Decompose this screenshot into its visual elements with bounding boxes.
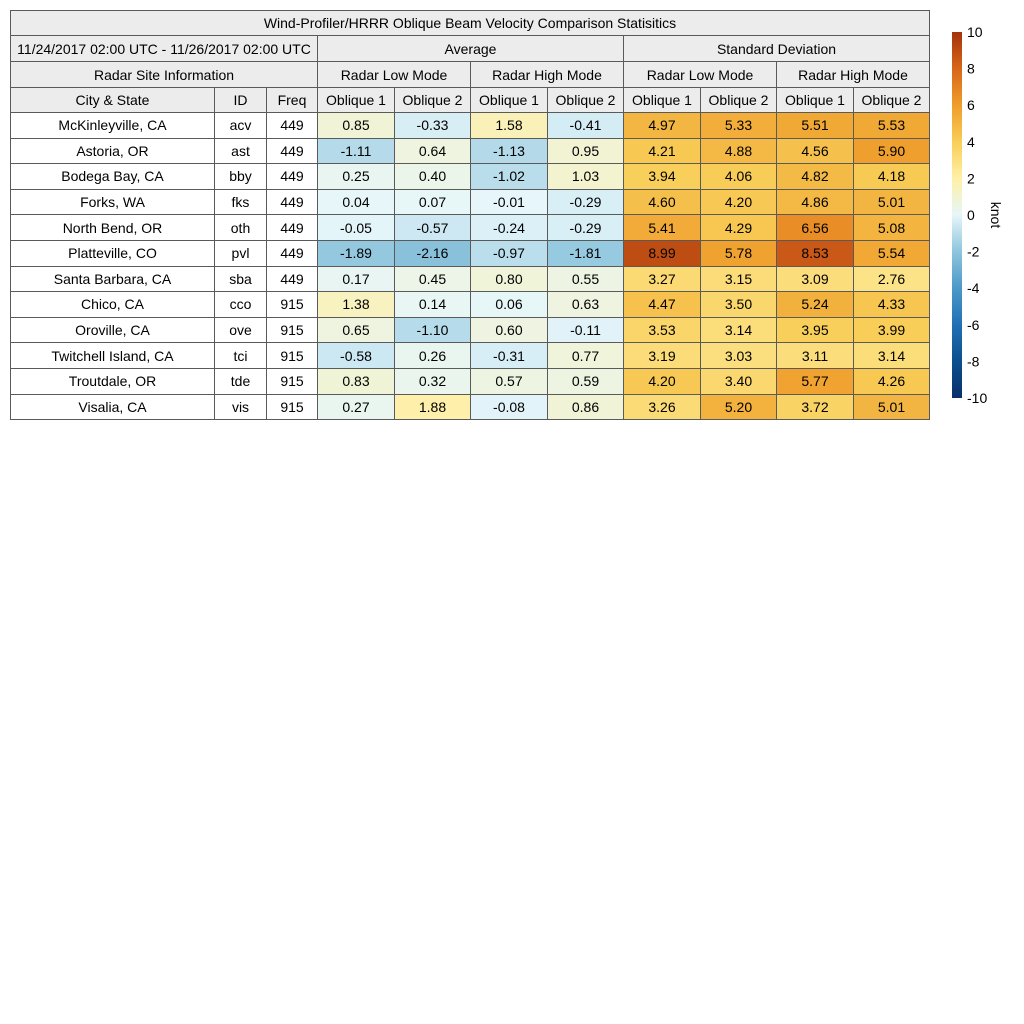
column-header: Oblique 2 xyxy=(701,88,777,113)
value-cell: 5.53 xyxy=(854,113,930,139)
value-cell: -1.11 xyxy=(318,138,395,164)
site-frequency: 449 xyxy=(267,189,318,215)
value-cell: 4.86 xyxy=(777,189,854,215)
value-cell: 4.82 xyxy=(777,164,854,190)
table-title: Wind-Profiler/HRRR Oblique Beam Velocity Comparison Statisitics xyxy=(11,11,930,36)
site-id: pvl xyxy=(215,240,267,266)
table-row xyxy=(11,394,930,420)
table-row xyxy=(11,138,930,164)
site-frequency: 915 xyxy=(267,368,318,394)
site-info-header: Radar Site Information xyxy=(11,62,318,88)
value-cell: 0.07 xyxy=(395,189,471,215)
value-cell: 3.95 xyxy=(777,317,854,343)
value-cell: -1.13 xyxy=(471,138,548,164)
group-header-standard-deviation: Standard Deviation xyxy=(624,36,930,62)
table-row xyxy=(11,266,930,292)
table-row xyxy=(11,317,930,343)
value-cell: 0.55 xyxy=(548,266,624,292)
value-cell: 0.63 xyxy=(548,292,624,318)
value-cell: 4.56 xyxy=(777,138,854,164)
site-id: tde xyxy=(215,368,267,394)
table-row xyxy=(11,292,930,318)
value-cell: 5.08 xyxy=(854,215,930,241)
column-header: Oblique 1 xyxy=(777,88,854,113)
colorbar-tick-label: -2 xyxy=(967,243,980,260)
value-cell: 3.19 xyxy=(624,343,701,369)
value-cell: -1.10 xyxy=(395,317,471,343)
value-cell: -0.97 xyxy=(471,240,548,266)
table-row xyxy=(11,343,930,369)
value-cell: 4.20 xyxy=(624,368,701,394)
value-cell: 0.17 xyxy=(318,266,395,292)
value-cell: 0.40 xyxy=(395,164,471,190)
site-id: cco xyxy=(215,292,267,318)
value-cell: 0.95 xyxy=(548,138,624,164)
value-cell: 4.47 xyxy=(624,292,701,318)
value-cell: -0.33 xyxy=(395,113,471,139)
table-row xyxy=(11,215,930,241)
value-cell: 3.03 xyxy=(701,343,777,369)
value-cell: 0.64 xyxy=(395,138,471,164)
value-cell: 0.45 xyxy=(395,266,471,292)
site-id: tci xyxy=(215,343,267,369)
site-id: acv xyxy=(215,113,267,139)
value-cell: 0.80 xyxy=(471,266,548,292)
site-id: vis xyxy=(215,394,267,420)
value-cell: 0.04 xyxy=(318,189,395,215)
value-cell: 0.26 xyxy=(395,343,471,369)
site-id: ast xyxy=(215,138,267,164)
site-city: Twitchell Island, CA xyxy=(11,343,215,369)
site-city: Chico, CA xyxy=(11,292,215,318)
value-cell: 4.88 xyxy=(701,138,777,164)
value-cell: 3.94 xyxy=(624,164,701,190)
group-header-average: Average xyxy=(318,36,624,62)
value-cell: -1.89 xyxy=(318,240,395,266)
site-frequency: 915 xyxy=(267,394,318,420)
site-city: North Bend, OR xyxy=(11,215,215,241)
value-cell: -0.29 xyxy=(548,215,624,241)
value-cell: 0.14 xyxy=(395,292,471,318)
site-id: bby xyxy=(215,164,267,190)
value-cell: 0.86 xyxy=(548,394,624,420)
table-row xyxy=(11,113,930,139)
value-cell: 0.59 xyxy=(548,368,624,394)
site-frequency: 449 xyxy=(267,215,318,241)
column-header: Freq xyxy=(267,88,318,113)
site-city: Santa Barbara, CA xyxy=(11,266,215,292)
site-city: Astoria, OR xyxy=(11,138,215,164)
colorbar-tick-label: -8 xyxy=(967,353,980,370)
site-city: Visalia, CA xyxy=(11,394,215,420)
value-cell: -0.41 xyxy=(548,113,624,139)
column-header: City & State xyxy=(11,88,215,113)
value-cell: 5.41 xyxy=(624,215,701,241)
site-frequency: 915 xyxy=(267,343,318,369)
column-header: Oblique 1 xyxy=(471,88,548,113)
mode-header: Radar Low Mode xyxy=(624,62,777,88)
value-cell: 4.60 xyxy=(624,189,701,215)
value-cell: 4.33 xyxy=(854,292,930,318)
colorbar-gradient xyxy=(952,32,962,398)
value-cell: 1.88 xyxy=(395,394,471,420)
site-city: Platteville, CO xyxy=(11,240,215,266)
value-cell: 3.27 xyxy=(624,266,701,292)
colorbar-tick-label: 10 xyxy=(967,26,983,40)
value-cell: 1.58 xyxy=(471,113,548,139)
column-header: Oblique 2 xyxy=(854,88,930,113)
value-cell: -1.02 xyxy=(471,164,548,190)
value-cell: 3.53 xyxy=(624,317,701,343)
site-city: McKinleyville, CA xyxy=(11,113,215,139)
site-city: Bodega Bay, CA xyxy=(11,164,215,190)
site-id: oth xyxy=(215,215,267,241)
site-id: fks xyxy=(215,189,267,215)
value-cell: 8.99 xyxy=(624,240,701,266)
column-header: Oblique 2 xyxy=(548,88,624,113)
value-cell: 0.25 xyxy=(318,164,395,190)
colorbar-tick-label: 6 xyxy=(967,97,975,114)
value-cell: 4.06 xyxy=(701,164,777,190)
mode-header: Radar High Mode xyxy=(471,62,624,88)
value-cell: -0.11 xyxy=(548,317,624,343)
site-frequency: 915 xyxy=(267,292,318,318)
value-cell: 4.97 xyxy=(624,113,701,139)
table-row xyxy=(11,368,930,394)
table-row xyxy=(11,189,930,215)
value-cell: 0.32 xyxy=(395,368,471,394)
value-cell: -0.57 xyxy=(395,215,471,241)
site-id: ove xyxy=(215,317,267,343)
value-cell: 3.72 xyxy=(777,394,854,420)
site-city: Oroville, CA xyxy=(11,317,215,343)
value-cell: -0.08 xyxy=(471,394,548,420)
value-cell: 0.27 xyxy=(318,394,395,420)
value-cell: 0.83 xyxy=(318,368,395,394)
column-header: Oblique 2 xyxy=(395,88,471,113)
value-cell: 0.06 xyxy=(471,292,548,318)
site-city: Troutdale, OR xyxy=(11,368,215,394)
value-cell: -0.58 xyxy=(318,343,395,369)
value-cell: 6.56 xyxy=(777,215,854,241)
value-cell: 0.60 xyxy=(471,317,548,343)
value-cell: 5.20 xyxy=(701,394,777,420)
value-cell: 0.65 xyxy=(318,317,395,343)
value-cell: -0.01 xyxy=(471,189,548,215)
value-cell: 8.53 xyxy=(777,240,854,266)
site-city: Forks, WA xyxy=(11,189,215,215)
value-cell: 3.99 xyxy=(854,317,930,343)
value-cell: 1.03 xyxy=(548,164,624,190)
site-id: sba xyxy=(215,266,267,292)
value-cell: -0.05 xyxy=(318,215,395,241)
value-cell: -0.29 xyxy=(548,189,624,215)
value-cell: 4.20 xyxy=(701,189,777,215)
value-cell: -0.24 xyxy=(471,215,548,241)
colorbar-tick-label: 8 xyxy=(967,60,975,77)
value-cell: 4.18 xyxy=(854,164,930,190)
value-cell: 0.77 xyxy=(548,343,624,369)
column-header: Oblique 1 xyxy=(624,88,701,113)
value-cell: -1.81 xyxy=(548,240,624,266)
value-cell: 5.78 xyxy=(701,240,777,266)
colorbar-tick-label: 0 xyxy=(967,207,975,223)
value-cell: 5.51 xyxy=(777,113,854,139)
value-cell: 3.11 xyxy=(777,343,854,369)
value-cell: 3.14 xyxy=(854,343,930,369)
colorbar-tick-label: -10 xyxy=(967,390,988,406)
value-cell: 3.50 xyxy=(701,292,777,318)
value-cell: -0.31 xyxy=(471,343,548,369)
date-range: 11/24/2017 02:00 UTC - 11/26/2017 02:00 UTC xyxy=(11,36,318,62)
value-cell: 3.14 xyxy=(701,317,777,343)
value-cell: 5.90 xyxy=(854,138,930,164)
colorbar-tick-label: -4 xyxy=(967,280,980,297)
value-cell: 3.26 xyxy=(624,394,701,420)
statistics-table xyxy=(10,10,930,420)
value-cell: 5.01 xyxy=(854,189,930,215)
value-cell: 5.77 xyxy=(777,368,854,394)
value-cell: 0.57 xyxy=(471,368,548,394)
site-frequency: 915 xyxy=(267,317,318,343)
site-frequency: 449 xyxy=(267,240,318,266)
table-row xyxy=(11,240,930,266)
value-cell: 3.15 xyxy=(701,266,777,292)
site-frequency: 449 xyxy=(267,266,318,292)
mode-header: Radar High Mode xyxy=(777,62,930,88)
colorbar-tick-label: 2 xyxy=(967,170,975,187)
value-cell: 5.01 xyxy=(854,394,930,420)
value-cell: 4.21 xyxy=(624,138,701,164)
value-cell: 4.26 xyxy=(854,368,930,394)
site-frequency: 449 xyxy=(267,138,318,164)
colorbar-label: knot xyxy=(988,201,1004,229)
value-cell: -2.16 xyxy=(395,240,471,266)
site-frequency: 449 xyxy=(267,164,318,190)
value-cell: 3.09 xyxy=(777,266,854,292)
value-cell: 2.76 xyxy=(854,266,930,292)
value-cell: 5.24 xyxy=(777,292,854,318)
mode-header: Radar Low Mode xyxy=(318,62,471,88)
table-row xyxy=(11,164,930,190)
column-header: Oblique 1 xyxy=(318,88,395,113)
value-cell: 3.40 xyxy=(701,368,777,394)
site-frequency: 449 xyxy=(267,113,318,139)
value-cell: 1.38 xyxy=(318,292,395,318)
value-cell: 5.54 xyxy=(854,240,930,266)
colorbar-tick-label: 4 xyxy=(967,133,975,150)
colorbar-tick-label: -6 xyxy=(967,316,980,333)
colorbar xyxy=(946,26,1016,406)
value-cell: 0.85 xyxy=(318,113,395,139)
value-cell: 4.29 xyxy=(701,215,777,241)
value-cell: 5.33 xyxy=(701,113,777,139)
column-header: ID xyxy=(215,88,267,113)
